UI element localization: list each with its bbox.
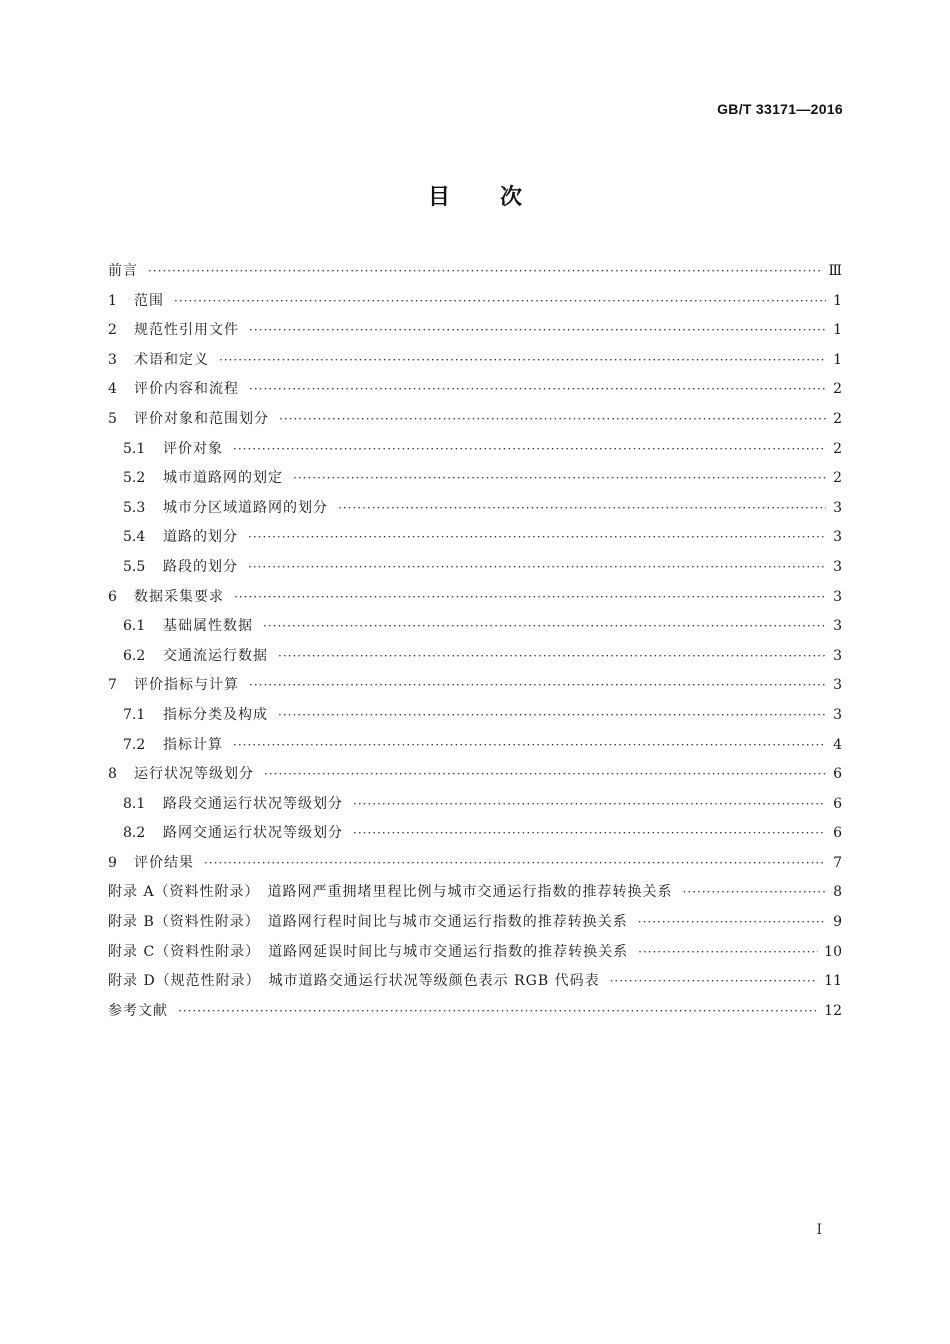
toc-entry-title: 范围 [134, 292, 164, 309]
toc-entry-page: 3 [833, 558, 842, 575]
toc-entry[interactable] [108, 731, 842, 761]
toc-entry-number: 7.2 [123, 736, 146, 753]
toc-entry-number: 5.2 [123, 470, 146, 487]
table-of-contents [108, 257, 842, 1026]
toc-entry-title: 评价结果 [134, 854, 194, 871]
toc-leader-dots [638, 908, 826, 938]
toc-entry[interactable] [108, 819, 842, 849]
toc-entry-page: 12 [824, 1002, 842, 1019]
toc-entry-number: 7 [108, 677, 117, 694]
toc-entry-number: 2 [108, 322, 117, 339]
toc-entry-title: 规范性引用文件 [134, 322, 239, 339]
toc-entry-title: 指标计算 [163, 736, 223, 753]
toc-entry-title: 交通流运行数据 [163, 647, 268, 664]
toc-leader-dots [278, 642, 826, 672]
toc-entry-number: 8 [108, 766, 117, 783]
toc-entry[interactable] [108, 316, 842, 346]
toc-entry[interactable] [108, 583, 842, 613]
toc-entry-title: 城市分区域道路网的划分 [163, 499, 328, 516]
toc-leader-dots [233, 731, 826, 761]
toc-leader-dots [233, 435, 826, 465]
toc-entry[interactable] [108, 612, 842, 642]
toc-leader-dots [264, 760, 826, 790]
toc-leader-dots [338, 494, 826, 524]
toc-leader-dots [204, 849, 826, 879]
toc-leader-dots [263, 612, 826, 642]
toc-entry-title: 附录 C（资料性附录） 道路网延误时间比与城市交通运行指数的推荐转换关系 [108, 943, 629, 960]
toc-entry-title: 路段交通运行状况等级划分 [163, 795, 343, 812]
toc-entry[interactable] [108, 760, 842, 790]
toc-leader-dots [353, 790, 826, 820]
toc-entry-number: 5.1 [123, 440, 146, 457]
toc-leader-dots [178, 997, 818, 1027]
toc-entry-number: 9 [108, 854, 117, 871]
toc-entry-page: 9 [833, 914, 842, 931]
toc-entry[interactable] [108, 671, 842, 701]
toc-leader-dots [249, 375, 826, 405]
toc-leader-dots [248, 553, 826, 583]
toc-leader-dots [234, 583, 826, 613]
toc-leader-dots [293, 464, 826, 494]
toc-entry-page: Ⅲ [828, 263, 842, 279]
toc-leader-dots [249, 671, 826, 701]
toc-entry-page: 3 [833, 647, 842, 664]
toc-leader-dots [174, 287, 826, 317]
toc-entry-title: 附录 A（资料性附录） 道路网严重拥堵里程比例与城市交通运行指数的推荐转换关系 [108, 884, 673, 901]
toc-leader-dots [148, 257, 822, 287]
toc-entry-title: 道路的划分 [163, 529, 238, 546]
toc-entry-title: 评价指标与计算 [134, 677, 239, 694]
toc-entry-number: 5.4 [123, 529, 146, 546]
toc-entry[interactable] [108, 464, 842, 494]
toc-entry[interactable] [108, 701, 842, 731]
toc-entry-title: 城市道路网的划定 [163, 470, 283, 487]
toc-entry[interactable] [108, 553, 842, 583]
toc-entry-page: 3 [833, 618, 842, 635]
toc-entry-page: 2 [833, 381, 842, 398]
toc-leader-dots [279, 405, 826, 435]
toc-entry-page: 6 [833, 766, 842, 783]
toc-entry[interactable] [108, 908, 842, 938]
toc-entry-title: 术语和定义 [134, 351, 209, 368]
toc-leader-dots [638, 938, 818, 968]
toc-entry-title: 评价内容和流程 [134, 381, 239, 398]
toc-entry-page: 1 [833, 292, 842, 309]
toc-entry-page: 3 [833, 499, 842, 516]
toc-leader-dots [219, 346, 826, 376]
toc-leader-dots [248, 523, 826, 553]
toc-entry[interactable] [108, 997, 842, 1027]
toc-entry-page: 8 [833, 884, 842, 901]
toc-entry-number: 8.2 [123, 825, 146, 842]
toc-entry-page: 4 [833, 736, 842, 753]
toc-entry-title: 路段的划分 [163, 558, 238, 575]
toc-entry-page: 7 [833, 854, 842, 871]
toc-entry-number: 6 [108, 588, 117, 605]
toc-entry-number: 4 [108, 381, 117, 398]
page-number: I [816, 1222, 822, 1238]
toc-entry-page: 6 [833, 795, 842, 812]
toc-leader-dots [249, 316, 826, 346]
toc-entry-title: 评价对象和范围划分 [134, 410, 269, 427]
toc-entry-page: 1 [833, 322, 842, 339]
toc-entry-page: 6 [833, 825, 842, 842]
toc-entry-page: 2 [833, 440, 842, 457]
toc-entry-title: 附录 B（资料性附录） 道路网行程时间比与城市交通运行指数的推荐转换关系 [108, 914, 628, 931]
toc-leader-dots [610, 967, 819, 997]
toc-leader-dots [278, 701, 826, 731]
toc-entry-title: 路网交通运行状况等级划分 [163, 825, 343, 842]
toc-entry-number: 5.5 [123, 558, 146, 575]
toc-entry[interactable] [108, 642, 842, 672]
toc-entry-page: 10 [824, 943, 842, 960]
toc-entry[interactable] [108, 405, 842, 435]
toc-entry-title: 评价对象 [163, 440, 223, 457]
toc-entry-number: 6.1 [123, 618, 146, 635]
toc-entry-title: 运行状况等级划分 [134, 766, 254, 783]
toc-entry[interactable] [108, 375, 842, 405]
toc-entry-title: 指标分类及构成 [163, 706, 268, 723]
toc-entry[interactable] [108, 938, 842, 968]
toc-leader-dots [353, 819, 826, 849]
toc-entry-title: 基础属性数据 [163, 618, 253, 635]
toc-entry-number: 6.2 [123, 647, 146, 664]
toc-entry-page: 3 [833, 529, 842, 546]
toc-entry-number: 3 [108, 351, 117, 368]
toc-entry[interactable] [108, 790, 842, 820]
toc-entry-title: 参考文献 [108, 1002, 168, 1019]
toc-entry-number: 5 [108, 410, 117, 427]
toc-entry[interactable] [108, 523, 842, 553]
toc-entry-title: 数据采集要求 [134, 588, 224, 605]
toc-entry[interactable] [108, 287, 842, 317]
toc-entry-page: 11 [824, 973, 842, 990]
toc-leader-dots [683, 878, 826, 908]
toc-entry[interactable] [108, 967, 842, 997]
toc-entry-title: 附录 D（规范性附录） 城市道路交通运行状况等级颜色表示 RGB 代码表 [108, 973, 600, 990]
toc-entry-number: 5.3 [123, 499, 146, 516]
toc-entry-page: 2 [833, 470, 842, 487]
page-title: 目次 [427, 185, 572, 210]
toc-entry-number: 8.1 [123, 795, 146, 812]
toc-entry[interactable] [108, 435, 842, 465]
toc-entry-page: 2 [833, 410, 842, 427]
toc-entry-number: 1 [108, 292, 117, 309]
standard-code: GB/T 33171—2016 [717, 101, 843, 117]
toc-entry-page: 3 [833, 588, 842, 605]
toc-entry[interactable] [108, 849, 842, 879]
toc-entry-number: 7.1 [123, 706, 146, 723]
toc-entry[interactable] [108, 494, 842, 524]
toc-entry-page: 3 [833, 706, 842, 723]
toc-entry[interactable] [108, 878, 842, 908]
toc-entry-page: 1 [833, 351, 842, 368]
toc-entry[interactable] [108, 257, 842, 287]
toc-entry[interactable] [108, 346, 842, 376]
toc-entry-title: 前言 [108, 263, 138, 279]
toc-entry-page: 3 [833, 677, 842, 694]
